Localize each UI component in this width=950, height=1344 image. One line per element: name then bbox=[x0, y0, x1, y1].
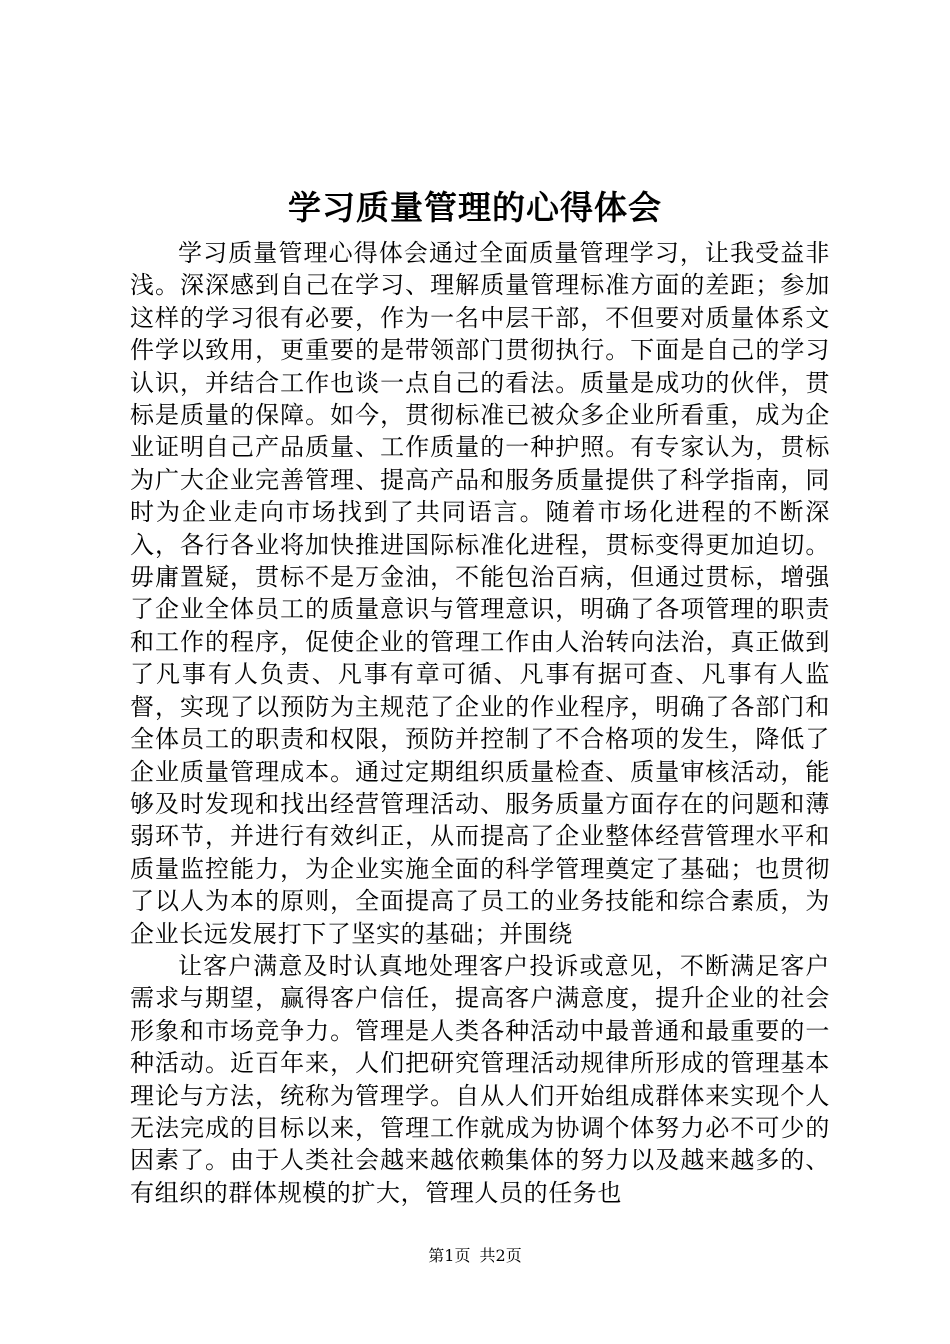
document-body bbox=[130, 237, 830, 1209]
page-number: 第1页 bbox=[428, 1246, 471, 1265]
document-title: 学习质量管理的心得体会 bbox=[288, 188, 662, 227]
paragraph-1: 学习质量管理心得体会通过全面质量管理学习，让我受益非浅。深深感到自己在学习、理解质量管理标准方面的差距；参加这样的学习很有必要，作为一名中层干部，不但要对质量体系文件学以致用，更重要的是带领部门贯彻执行。下面是自己的学习认识，并结合工作也谈一点自己的看法。质量是成功的伙伴，贯标是质量的保障。如今，贯彻标准已被众多企业所看重，成为企业证明自己产品质量、工作质量的一种护照。有专家认为，贯标为广大企业完善管理、提高产品和服务质量提供了科学指南，同时为企业走向市场找到了共同语言。随着市场化进程的不断深入，各行各业将加快推进国际标准化进程，贯标变得更加迫切。毋庸置疑，贯标不是万金油，不能包治百病，但通过贯标，增强了企业全体员工的质量意识与管理意识，明确了各项管理的职责和工作的程序，促使企业的管理工作由人治转向法治，真正做到了凡事有人负责、凡事有章可循、凡事有据可查、凡事有人监督，实现了以预防为主规范了企业的作业程序，明确了各部门和全体员工的职责和权限，预防并控制了不合格项的发生，降低了企业质量管理成本。通过定期组织质量检查、质量审核活动，能够及时发现和找出经营管理活动、服务质量方面存在的问题和薄弱环节，并进行有效纠正，从而提高了企业整体经营管理水平和质量监控能力，为企业实施全面的科学管理奠定了基础；也贯彻了以人为本的原则，全面提高了员工的业务技能和综合素质，为企业长远发展打下了坚实的基础；并围绕 bbox=[130, 239, 830, 948]
paragraph-2: 让客户满意及时认真地处理客户投诉或意见，不断满足客户需求与期望，赢得客户信任，提高客户满意度，提升企业的社会形象和市场竞争力。管理是人类各种活动中最普通和最重要的一种活动。近百年来，人们把研究管理活动规律所形成的管理基本理论与方法，统称为管理学。自从人们开始组成群体来实现个人无法完成的目标以来，管理工作就成为协调个体努力必不可少的因素了。由于人类社会越来越依赖集体的努力以及越来越多的、有组织的群体规模的扩大，管理人员的任务也 bbox=[130, 951, 830, 1207]
page-footer bbox=[0, 1244, 950, 1268]
page-total: 共2页 bbox=[479, 1246, 522, 1265]
